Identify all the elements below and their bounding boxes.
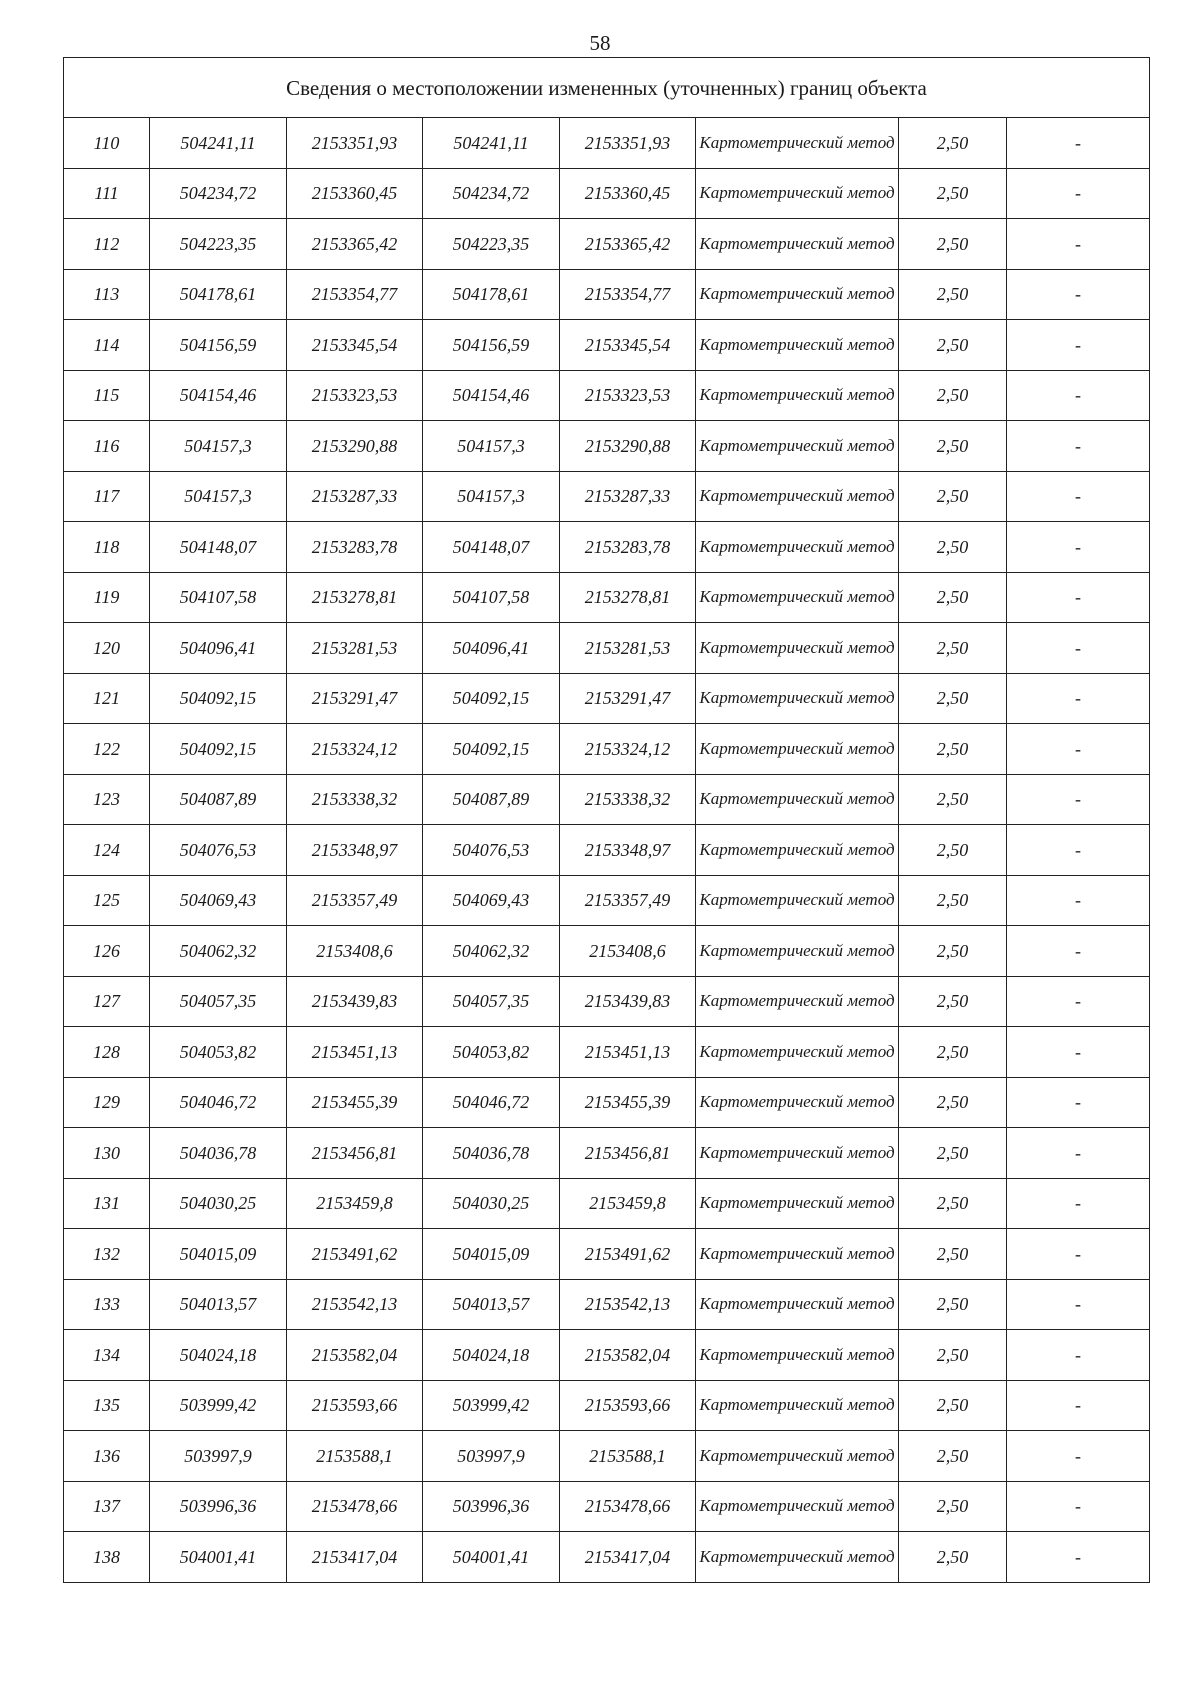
y-new-cell: 2153582,04 (560, 1330, 696, 1381)
table-row (64, 1330, 1150, 1381)
x-existing-cell: 504069,43 (150, 875, 287, 926)
x-new-cell: 504234,72 (423, 168, 560, 219)
y-existing-cell: 2153456,81 (287, 1128, 423, 1179)
table-row (64, 976, 1150, 1027)
page-number: 58 (589, 31, 611, 55)
accuracy-cell: 2,50 (899, 825, 1007, 876)
x-existing-cell: 504092,15 (150, 673, 287, 724)
method-cell: Картометрический метод (696, 219, 899, 270)
y-existing-cell: 2153459,8 (287, 1178, 423, 1229)
accuracy-cell: 2,50 (899, 1279, 1007, 1330)
table-header-row (64, 58, 1150, 118)
accuracy-cell: 2,50 (899, 673, 1007, 724)
y-existing-cell: 2153351,93 (287, 118, 423, 169)
description-cell: - (1007, 1532, 1150, 1583)
table-row (64, 623, 1150, 674)
x-new-cell: 504148,07 (423, 522, 560, 573)
description-cell: - (1007, 1178, 1150, 1229)
y-new-cell: 2153324,12 (560, 724, 696, 775)
method-cell: Картометрический метод (696, 1481, 899, 1532)
table-row (64, 724, 1150, 775)
description-cell: - (1007, 825, 1150, 876)
point-number-cell: 110 (64, 118, 150, 169)
x-new-cell: 504092,15 (423, 724, 560, 775)
x-existing-cell: 504092,15 (150, 724, 287, 775)
x-existing-cell: 504015,09 (150, 1229, 287, 1280)
accuracy-cell: 2,50 (899, 471, 1007, 522)
method-cell: Картометрический метод (696, 623, 899, 674)
description-cell: - (1007, 572, 1150, 623)
method-cell: Картометрический метод (696, 1178, 899, 1229)
accuracy-cell: 2,50 (899, 219, 1007, 270)
point-number-cell: 125 (64, 875, 150, 926)
y-existing-cell: 2153281,53 (287, 623, 423, 674)
y-existing-cell: 2153360,45 (287, 168, 423, 219)
x-existing-cell: 504241,11 (150, 118, 287, 169)
method-cell: Картометрический метод (696, 471, 899, 522)
description-cell: - (1007, 1380, 1150, 1431)
accuracy-cell: 2,50 (899, 1380, 1007, 1431)
y-new-cell: 2153357,49 (560, 875, 696, 926)
accuracy-cell: 2,50 (899, 572, 1007, 623)
boundary-coordinates-table (63, 57, 1150, 1583)
x-existing-cell: 504013,57 (150, 1279, 287, 1330)
x-existing-cell: 504076,53 (150, 825, 287, 876)
accuracy-cell: 2,50 (899, 1229, 1007, 1280)
method-cell: Картометрический метод (696, 976, 899, 1027)
y-existing-cell: 2153345,54 (287, 320, 423, 371)
y-new-cell: 2153291,47 (560, 673, 696, 724)
x-existing-cell: 504178,61 (150, 269, 287, 320)
point-number-cell: 133 (64, 1279, 150, 1330)
description-cell: - (1007, 976, 1150, 1027)
table-row (64, 1481, 1150, 1532)
table-body (64, 58, 1150, 1583)
method-cell: Картометрический метод (696, 1027, 899, 1078)
accuracy-cell: 2,50 (899, 1330, 1007, 1381)
y-existing-cell: 2153338,32 (287, 774, 423, 825)
y-new-cell: 2153451,13 (560, 1027, 696, 1078)
y-existing-cell: 2153451,13 (287, 1027, 423, 1078)
accuracy-cell: 2,50 (899, 926, 1007, 977)
description-cell: - (1007, 774, 1150, 825)
table-row (64, 421, 1150, 472)
point-number-cell: 138 (64, 1532, 150, 1583)
method-cell: Картометрический метод (696, 1330, 899, 1381)
y-new-cell: 2153417,04 (560, 1532, 696, 1583)
y-existing-cell: 2153408,6 (287, 926, 423, 977)
method-cell: Картометрический метод (696, 1128, 899, 1179)
x-new-cell: 504013,57 (423, 1279, 560, 1330)
table-row (64, 875, 1150, 926)
table-row (64, 1077, 1150, 1128)
x-existing-cell: 504062,32 (150, 926, 287, 977)
description-cell: - (1007, 1027, 1150, 1078)
point-number-cell: 118 (64, 522, 150, 573)
y-existing-cell: 2153491,62 (287, 1229, 423, 1280)
point-number-cell: 115 (64, 370, 150, 421)
y-existing-cell: 2153278,81 (287, 572, 423, 623)
point-number-cell: 117 (64, 471, 150, 522)
table-row (64, 1027, 1150, 1078)
method-cell: Картометрический метод (696, 320, 899, 371)
description-cell: - (1007, 320, 1150, 371)
description-cell: - (1007, 370, 1150, 421)
x-new-cell: 504024,18 (423, 1330, 560, 1381)
x-existing-cell: 504107,58 (150, 572, 287, 623)
description-cell: - (1007, 471, 1150, 522)
x-existing-cell: 504096,41 (150, 623, 287, 674)
y-new-cell: 2153287,33 (560, 471, 696, 522)
x-existing-cell: 504024,18 (150, 1330, 287, 1381)
accuracy-cell: 2,50 (899, 522, 1007, 573)
x-existing-cell: 503996,36 (150, 1481, 287, 1532)
x-existing-cell: 503997,9 (150, 1431, 287, 1482)
accuracy-cell: 2,50 (899, 269, 1007, 320)
x-new-cell: 504223,35 (423, 219, 560, 270)
table-row (64, 926, 1150, 977)
table-row (64, 471, 1150, 522)
method-cell: Картометрический метод (696, 421, 899, 472)
x-existing-cell: 504036,78 (150, 1128, 287, 1179)
accuracy-cell: 2,50 (899, 1027, 1007, 1078)
accuracy-cell: 2,50 (899, 370, 1007, 421)
table-row (64, 370, 1150, 421)
accuracy-cell: 2,50 (899, 320, 1007, 371)
y-existing-cell: 2153291,47 (287, 673, 423, 724)
y-new-cell: 2153338,32 (560, 774, 696, 825)
y-new-cell: 2153348,97 (560, 825, 696, 876)
table-row (64, 522, 1150, 573)
accuracy-cell: 2,50 (899, 1077, 1007, 1128)
point-number-cell: 114 (64, 320, 150, 371)
description-cell: - (1007, 219, 1150, 270)
x-existing-cell: 504223,35 (150, 219, 287, 270)
table-row (64, 320, 1150, 371)
method-cell: Картометрический метод (696, 168, 899, 219)
x-new-cell: 504053,82 (423, 1027, 560, 1078)
y-new-cell: 2153593,66 (560, 1380, 696, 1431)
point-number-cell: 134 (64, 1330, 150, 1381)
point-number-cell: 123 (64, 774, 150, 825)
description-cell: - (1007, 1330, 1150, 1381)
y-new-cell: 2153360,45 (560, 168, 696, 219)
y-new-cell: 2153456,81 (560, 1128, 696, 1179)
table-row (64, 269, 1150, 320)
accuracy-cell: 2,50 (899, 421, 1007, 472)
y-new-cell: 2153459,8 (560, 1178, 696, 1229)
description-cell: - (1007, 724, 1150, 775)
x-new-cell: 504015,09 (423, 1229, 560, 1280)
description-cell: - (1007, 118, 1150, 169)
x-new-cell: 504087,89 (423, 774, 560, 825)
y-new-cell: 2153323,53 (560, 370, 696, 421)
y-existing-cell: 2153287,33 (287, 471, 423, 522)
y-existing-cell: 2153354,77 (287, 269, 423, 320)
method-cell: Картометрический метод (696, 774, 899, 825)
y-existing-cell: 2153357,49 (287, 875, 423, 926)
method-cell: Картометрический метод (696, 1279, 899, 1330)
method-cell: Картометрический метод (696, 673, 899, 724)
accuracy-cell: 2,50 (899, 168, 1007, 219)
accuracy-cell: 2,50 (899, 875, 1007, 926)
accuracy-cell: 2,50 (899, 1178, 1007, 1229)
description-cell: - (1007, 875, 1150, 926)
point-number-cell: 121 (64, 673, 150, 724)
x-existing-cell: 504157,3 (150, 471, 287, 522)
table-row (64, 1380, 1150, 1431)
x-existing-cell: 504030,25 (150, 1178, 287, 1229)
y-new-cell: 2153283,78 (560, 522, 696, 573)
y-new-cell: 2153354,77 (560, 269, 696, 320)
point-number-cell: 127 (64, 976, 150, 1027)
x-existing-cell: 504234,72 (150, 168, 287, 219)
method-cell: Картометрический метод (696, 572, 899, 623)
x-new-cell: 504096,41 (423, 623, 560, 674)
x-existing-cell: 504154,46 (150, 370, 287, 421)
x-new-cell: 504107,58 (423, 572, 560, 623)
y-new-cell: 2153351,93 (560, 118, 696, 169)
point-number-cell: 120 (64, 623, 150, 674)
table-title: Сведения о местоположении измененных (уточненных) границ объекта (64, 58, 1150, 118)
x-new-cell: 503999,42 (423, 1380, 560, 1431)
description-cell: - (1007, 926, 1150, 977)
method-cell: Картометрический метод (696, 1229, 899, 1280)
table-row (64, 1431, 1150, 1482)
point-number-cell: 130 (64, 1128, 150, 1179)
accuracy-cell: 2,50 (899, 623, 1007, 674)
description-cell: - (1007, 1077, 1150, 1128)
table-row (64, 118, 1150, 169)
method-cell: Картометрический метод (696, 522, 899, 573)
table-row (64, 168, 1150, 219)
description-cell: - (1007, 1481, 1150, 1532)
description-cell: - (1007, 1229, 1150, 1280)
x-existing-cell: 504157,3 (150, 421, 287, 472)
table-row (64, 825, 1150, 876)
method-cell: Картометрический метод (696, 825, 899, 876)
method-cell: Картометрический метод (696, 875, 899, 926)
x-existing-cell: 503999,42 (150, 1380, 287, 1431)
y-new-cell: 2153588,1 (560, 1431, 696, 1482)
point-number-cell: 137 (64, 1481, 150, 1532)
description-cell: - (1007, 673, 1150, 724)
y-new-cell: 2153408,6 (560, 926, 696, 977)
y-existing-cell: 2153324,12 (287, 724, 423, 775)
table-row (64, 1279, 1150, 1330)
y-existing-cell: 2153348,97 (287, 825, 423, 876)
accuracy-cell: 2,50 (899, 774, 1007, 825)
point-number-cell: 136 (64, 1431, 150, 1482)
x-existing-cell: 504001,41 (150, 1532, 287, 1583)
x-new-cell: 504178,61 (423, 269, 560, 320)
y-new-cell: 2153478,66 (560, 1481, 696, 1532)
x-new-cell: 503997,9 (423, 1431, 560, 1482)
y-new-cell: 2153542,13 (560, 1279, 696, 1330)
method-cell: Картометрический метод (696, 1532, 899, 1583)
x-new-cell: 504036,78 (423, 1128, 560, 1179)
x-new-cell: 504157,3 (423, 421, 560, 472)
method-cell: Картометрический метод (696, 1380, 899, 1431)
y-new-cell: 2153278,81 (560, 572, 696, 623)
x-new-cell: 504069,43 (423, 875, 560, 926)
y-new-cell: 2153455,39 (560, 1077, 696, 1128)
x-existing-cell: 504053,82 (150, 1027, 287, 1078)
accuracy-cell: 2,50 (899, 1128, 1007, 1179)
point-number-cell: 131 (64, 1178, 150, 1229)
y-existing-cell: 2153290,88 (287, 421, 423, 472)
y-existing-cell: 2153582,04 (287, 1330, 423, 1381)
accuracy-cell: 2,50 (899, 1481, 1007, 1532)
table-row (64, 1178, 1150, 1229)
description-cell: - (1007, 421, 1150, 472)
x-new-cell: 504057,35 (423, 976, 560, 1027)
accuracy-cell: 2,50 (899, 1532, 1007, 1583)
x-new-cell: 504076,53 (423, 825, 560, 876)
point-number-cell: 112 (64, 219, 150, 270)
y-new-cell: 2153281,53 (560, 623, 696, 674)
accuracy-cell: 2,50 (899, 976, 1007, 1027)
method-cell: Картометрический метод (696, 370, 899, 421)
point-number-cell: 111 (64, 168, 150, 219)
method-cell: Картометрический метод (696, 926, 899, 977)
x-new-cell: 504157,3 (423, 471, 560, 522)
y-existing-cell: 2153417,04 (287, 1532, 423, 1583)
y-existing-cell: 2153439,83 (287, 976, 423, 1027)
y-new-cell: 2153439,83 (560, 976, 696, 1027)
x-existing-cell: 504156,59 (150, 320, 287, 371)
point-number-cell: 132 (64, 1229, 150, 1280)
table-row (64, 1229, 1150, 1280)
x-existing-cell: 504148,07 (150, 522, 287, 573)
point-number-cell: 113 (64, 269, 150, 320)
description-cell: - (1007, 168, 1150, 219)
x-existing-cell: 504046,72 (150, 1077, 287, 1128)
x-new-cell: 504154,46 (423, 370, 560, 421)
y-existing-cell: 2153365,42 (287, 219, 423, 270)
x-existing-cell: 504087,89 (150, 774, 287, 825)
table-row (64, 1532, 1150, 1583)
x-new-cell: 503996,36 (423, 1481, 560, 1532)
y-existing-cell: 2153283,78 (287, 522, 423, 573)
method-cell: Картометрический метод (696, 724, 899, 775)
point-number-cell: 124 (64, 825, 150, 876)
description-cell: - (1007, 1431, 1150, 1482)
point-number-cell: 119 (64, 572, 150, 623)
x-new-cell: 504156,59 (423, 320, 560, 371)
table-row (64, 673, 1150, 724)
y-existing-cell: 2153588,1 (287, 1431, 423, 1482)
accuracy-cell: 2,50 (899, 118, 1007, 169)
y-new-cell: 2153491,62 (560, 1229, 696, 1280)
method-cell: Картометрический метод (696, 269, 899, 320)
x-new-cell: 504092,15 (423, 673, 560, 724)
point-number-cell: 135 (64, 1380, 150, 1431)
description-cell: - (1007, 623, 1150, 674)
table-row (64, 774, 1150, 825)
method-cell: Картометрический метод (696, 1077, 899, 1128)
y-new-cell: 2153290,88 (560, 421, 696, 472)
y-new-cell: 2153345,54 (560, 320, 696, 371)
table-row (64, 572, 1150, 623)
table-row (64, 219, 1150, 270)
x-new-cell: 504001,41 (423, 1532, 560, 1583)
accuracy-cell: 2,50 (899, 724, 1007, 775)
x-new-cell: 504046,72 (423, 1077, 560, 1128)
x-new-cell: 504062,32 (423, 926, 560, 977)
accuracy-cell: 2,50 (899, 1431, 1007, 1482)
x-new-cell: 504030,25 (423, 1178, 560, 1229)
y-existing-cell: 2153455,39 (287, 1077, 423, 1128)
point-number-cell: 126 (64, 926, 150, 977)
method-cell: Картометрический метод (696, 1431, 899, 1482)
y-existing-cell: 2153593,66 (287, 1380, 423, 1431)
method-cell: Картометрический метод (696, 118, 899, 169)
description-cell: - (1007, 1128, 1150, 1179)
description-cell: - (1007, 522, 1150, 573)
table-row (64, 1128, 1150, 1179)
y-existing-cell: 2153542,13 (287, 1279, 423, 1330)
x-existing-cell: 504057,35 (150, 976, 287, 1027)
y-existing-cell: 2153478,66 (287, 1481, 423, 1532)
y-new-cell: 2153365,42 (560, 219, 696, 270)
x-new-cell: 504241,11 (423, 118, 560, 169)
y-existing-cell: 2153323,53 (287, 370, 423, 421)
point-number-cell: 116 (64, 421, 150, 472)
description-cell: - (1007, 1279, 1150, 1330)
point-number-cell: 128 (64, 1027, 150, 1078)
point-number-cell: 122 (64, 724, 150, 775)
description-cell: - (1007, 269, 1150, 320)
point-number-cell: 129 (64, 1077, 150, 1128)
